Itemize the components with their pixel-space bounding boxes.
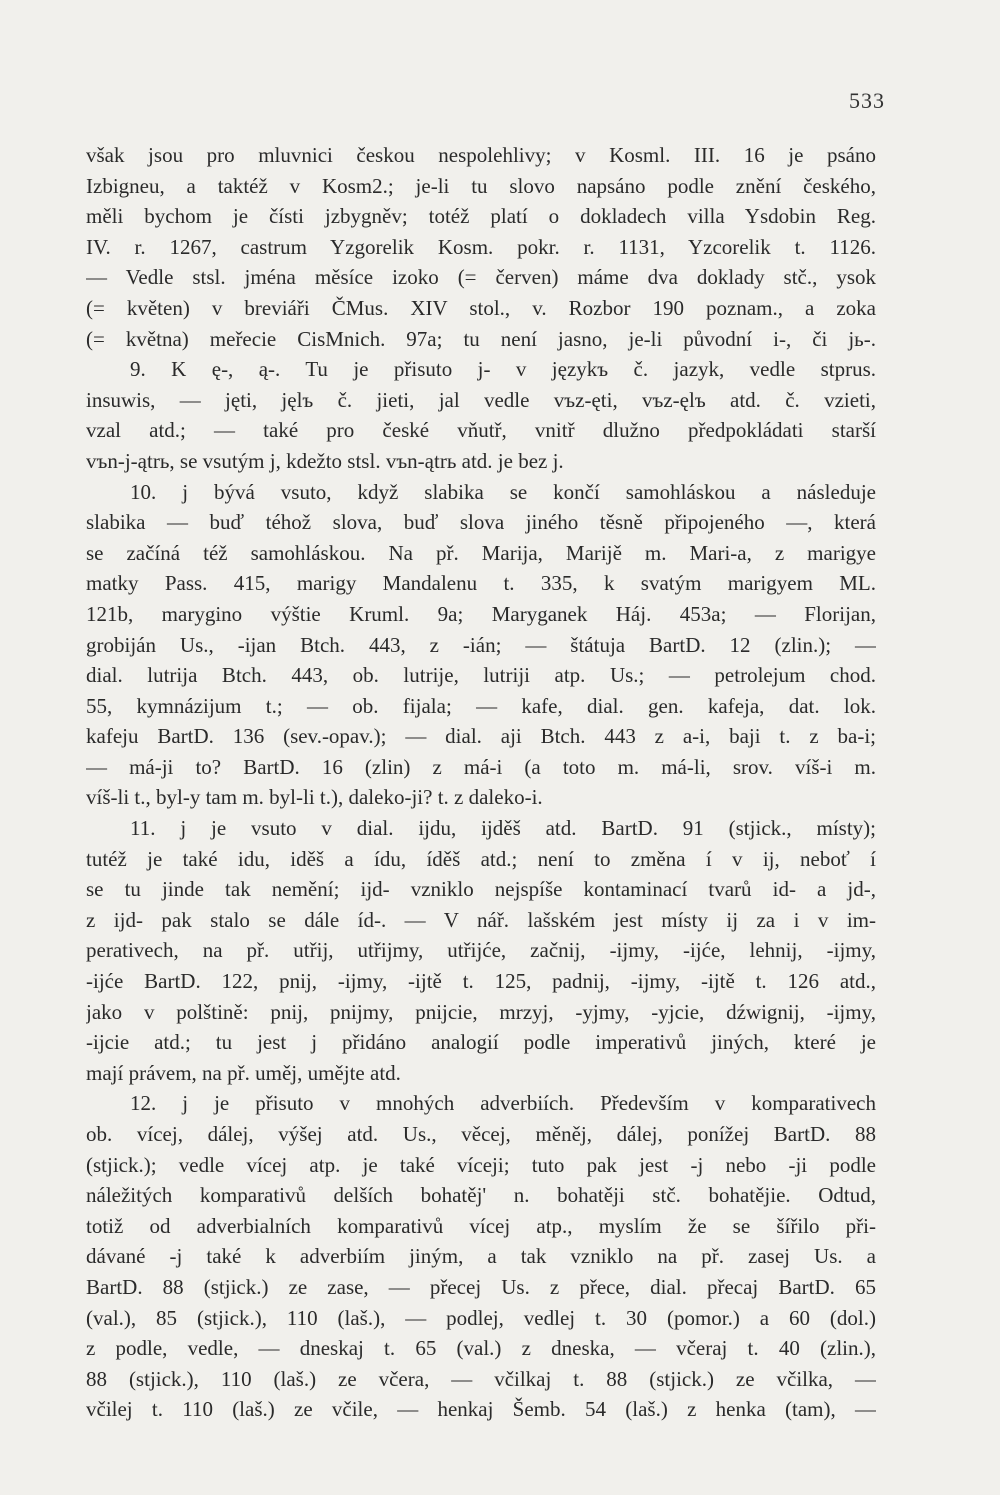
text-line: (= květen) v breviáři ČMus. XIV stol., v. Rozbor 190 poznam., a zoka	[86, 295, 876, 320]
text-line: — Vedle stsl. jména měsíce izoko (= červen) máme dva doklady stč., ysok	[86, 265, 876, 290]
text-line: včilej t. 110 (laš.) ze včile, — henkaj Šemb. 54 (laš.) z henka (tam), —	[86, 1397, 876, 1422]
text-line: vъn-j-ątrь, se vsutým j, kdežto stsl. vъn-ątrь atd. je bez j.	[86, 448, 564, 473]
text-line: (val.), 85 (stjick.), 110 (laš.), — podlej, vedlej t. 30 (pomor.) a 60 (dol.)	[86, 1305, 876, 1330]
text-line: — má-ji to? BartD. 16 (zlin) z má-i (a toto m. má-li, srov. víš-i m.	[86, 754, 876, 779]
text-line: 121b, marygino výštie Kruml. 9a; Maryganek Háj. 453a; — Florijan,	[86, 601, 876, 626]
text-line: se začíná též samohláskou. Na př. Marija, Marijě m. Mari-a, z marigye	[86, 540, 876, 565]
text-line: IV. r. 1267, castrum Yzgorelik Kosm. pokr. r. 1131, Yzcorelik t. 1126.	[86, 234, 876, 259]
page-number: 533	[849, 88, 885, 113]
text-line: 11. j je vsuto v dial. ijdu, ijděš atd. BartD. 91 (stjick., místy);	[130, 816, 876, 841]
text-line: grobiján Us., -ijan Btch. 443, z -ián; — štátuja BartD. 12 (zlin.); —	[86, 632, 876, 657]
text-line: perativech, na př. utřij, utřijmy, utřijće, začnij, -ijmy, -ijće, lehnij, -ijmy,	[86, 938, 876, 963]
text-line: ob. vícej, dálej, výšej atd. Us., věcej, měněj, dálej, ponížej BartD. 88	[86, 1122, 876, 1146]
text-line: (= května) meřecie CisMnich. 97a; tu není jasno, je-li původní i-, či jь-.	[86, 326, 876, 351]
text-line: insuwis, — jęti, jęlъ č. jieti, jal vedle vъz-ęti, vъz-ęlъ atd. č. vzieti,	[86, 387, 876, 412]
text-line: slabika — buď téhož slova, buď slova jiného těsně připojeného —, která	[86, 510, 876, 535]
text-line: 10. j bývá vsuto, když slabika se končí samohláskou a následuje	[130, 479, 876, 504]
text-line: 88 (stjick.), 110 (laš.) ze včera, — včilkaj t. 88 (stjick.) ze včilka, —	[86, 1366, 876, 1391]
text-line: z ijd- pak stalo se dále íd-. — V nář. lašském jest místy ij za i v im-	[86, 907, 876, 932]
text-line: 55, kymnázijum t.; — ob. fijala; — kafe, dial. gen. kafeja, dat. lok.	[86, 693, 876, 718]
text-line: náležitých komparativů delších bohatěj' n. bohatěji stč. bohatějie. Odtud,	[86, 1183, 876, 1208]
text-line: z podle, vedle, — dneskaj t. 65 (val.) z dneska, — včeraj t. 40 (zlin.),	[86, 1336, 876, 1361]
text-line: 9. K ę-, ą-. Tu je přisuto j- v językъ č. jazyk, vedle stprus.	[130, 357, 876, 382]
text-line: vzal atd.; — také pro české vňutř, vnitř dlužno předpokládati starší	[86, 418, 876, 443]
text-line: kafeju BartD. 136 (sev.-opav.); — dial. aji Btch. 443 z a-i, baji t. z ba-i;	[86, 724, 876, 749]
text-line: totiž od adverbialních komparativů vícej atp., myslím že se šířilo při-	[86, 1213, 876, 1238]
text-line: měli bychom je čísti jzbygněv; totéž platí o dokladech villa Ysdobin Reg.	[86, 204, 876, 229]
text-line: -ijće BartD. 122, pnij, -ijmy, -ijtě t. 125, padnij, -ijmy, -ijtě t. 126 atd.,	[86, 969, 876, 994]
text-line: se tu jinde tak nemění; ijd- vzniklo nejspíše kontaminací tvarů id- a jd-,	[86, 877, 876, 902]
text-line: (stjick.); vedle vícej atp. je také víceji; tuto pak jest -j nebo -ji podle	[86, 1152, 876, 1177]
text-line: tutéž je také idu, iděš a ídu, íděš atd.; není to změna í v ij, neboť í	[86, 846, 876, 871]
body-text	[86, 140, 876, 1425]
text-line: však jsou pro mluvnici českou nespolehlivy; v Kosml. III. 16 je psáno	[86, 143, 876, 167]
text-line: víš-li t., byl-y tam m. byl-li t.), daleko-ji? t. z daleko-i.	[86, 785, 543, 810]
text-line: matky Pass. 415, marigy Mandalenu t. 335, k svatým marigyem ML.	[86, 571, 876, 596]
text-line: jako v polštině: pnij, pnijmy, pnijcie, mrzyj, -yjmy, -yjcie, dźwignij, -ijmy,	[86, 999, 876, 1024]
text-line: 12. j je přisuto v mnohých adverbiích. Především v komparativech	[130, 1091, 876, 1116]
text-line: dávané -j také k adverbiím jiným, a tak vzniklo na př. zasej Us. a	[86, 1244, 876, 1269]
text-line: Izbigneu, a taktéž v Kosm2.; je-li tu slovo napsáno podle znění českého,	[86, 173, 876, 198]
text-line: -ijcie atd.; tu jest j přidáno analogií podle imperativů jiných, které je	[86, 1030, 876, 1055]
text-line: dial. lutrija Btch. 443, ob. lutrije, lutriji atp. Us.; — petrolejum chod.	[86, 663, 876, 688]
text-line: mají právem, na př. uměj, umějte atd.	[86, 1060, 401, 1085]
text-line: BartD. 88 (stjick.) ze zase, — přecej Us. z přece, dial. přecaj BartD. 65	[86, 1274, 876, 1299]
